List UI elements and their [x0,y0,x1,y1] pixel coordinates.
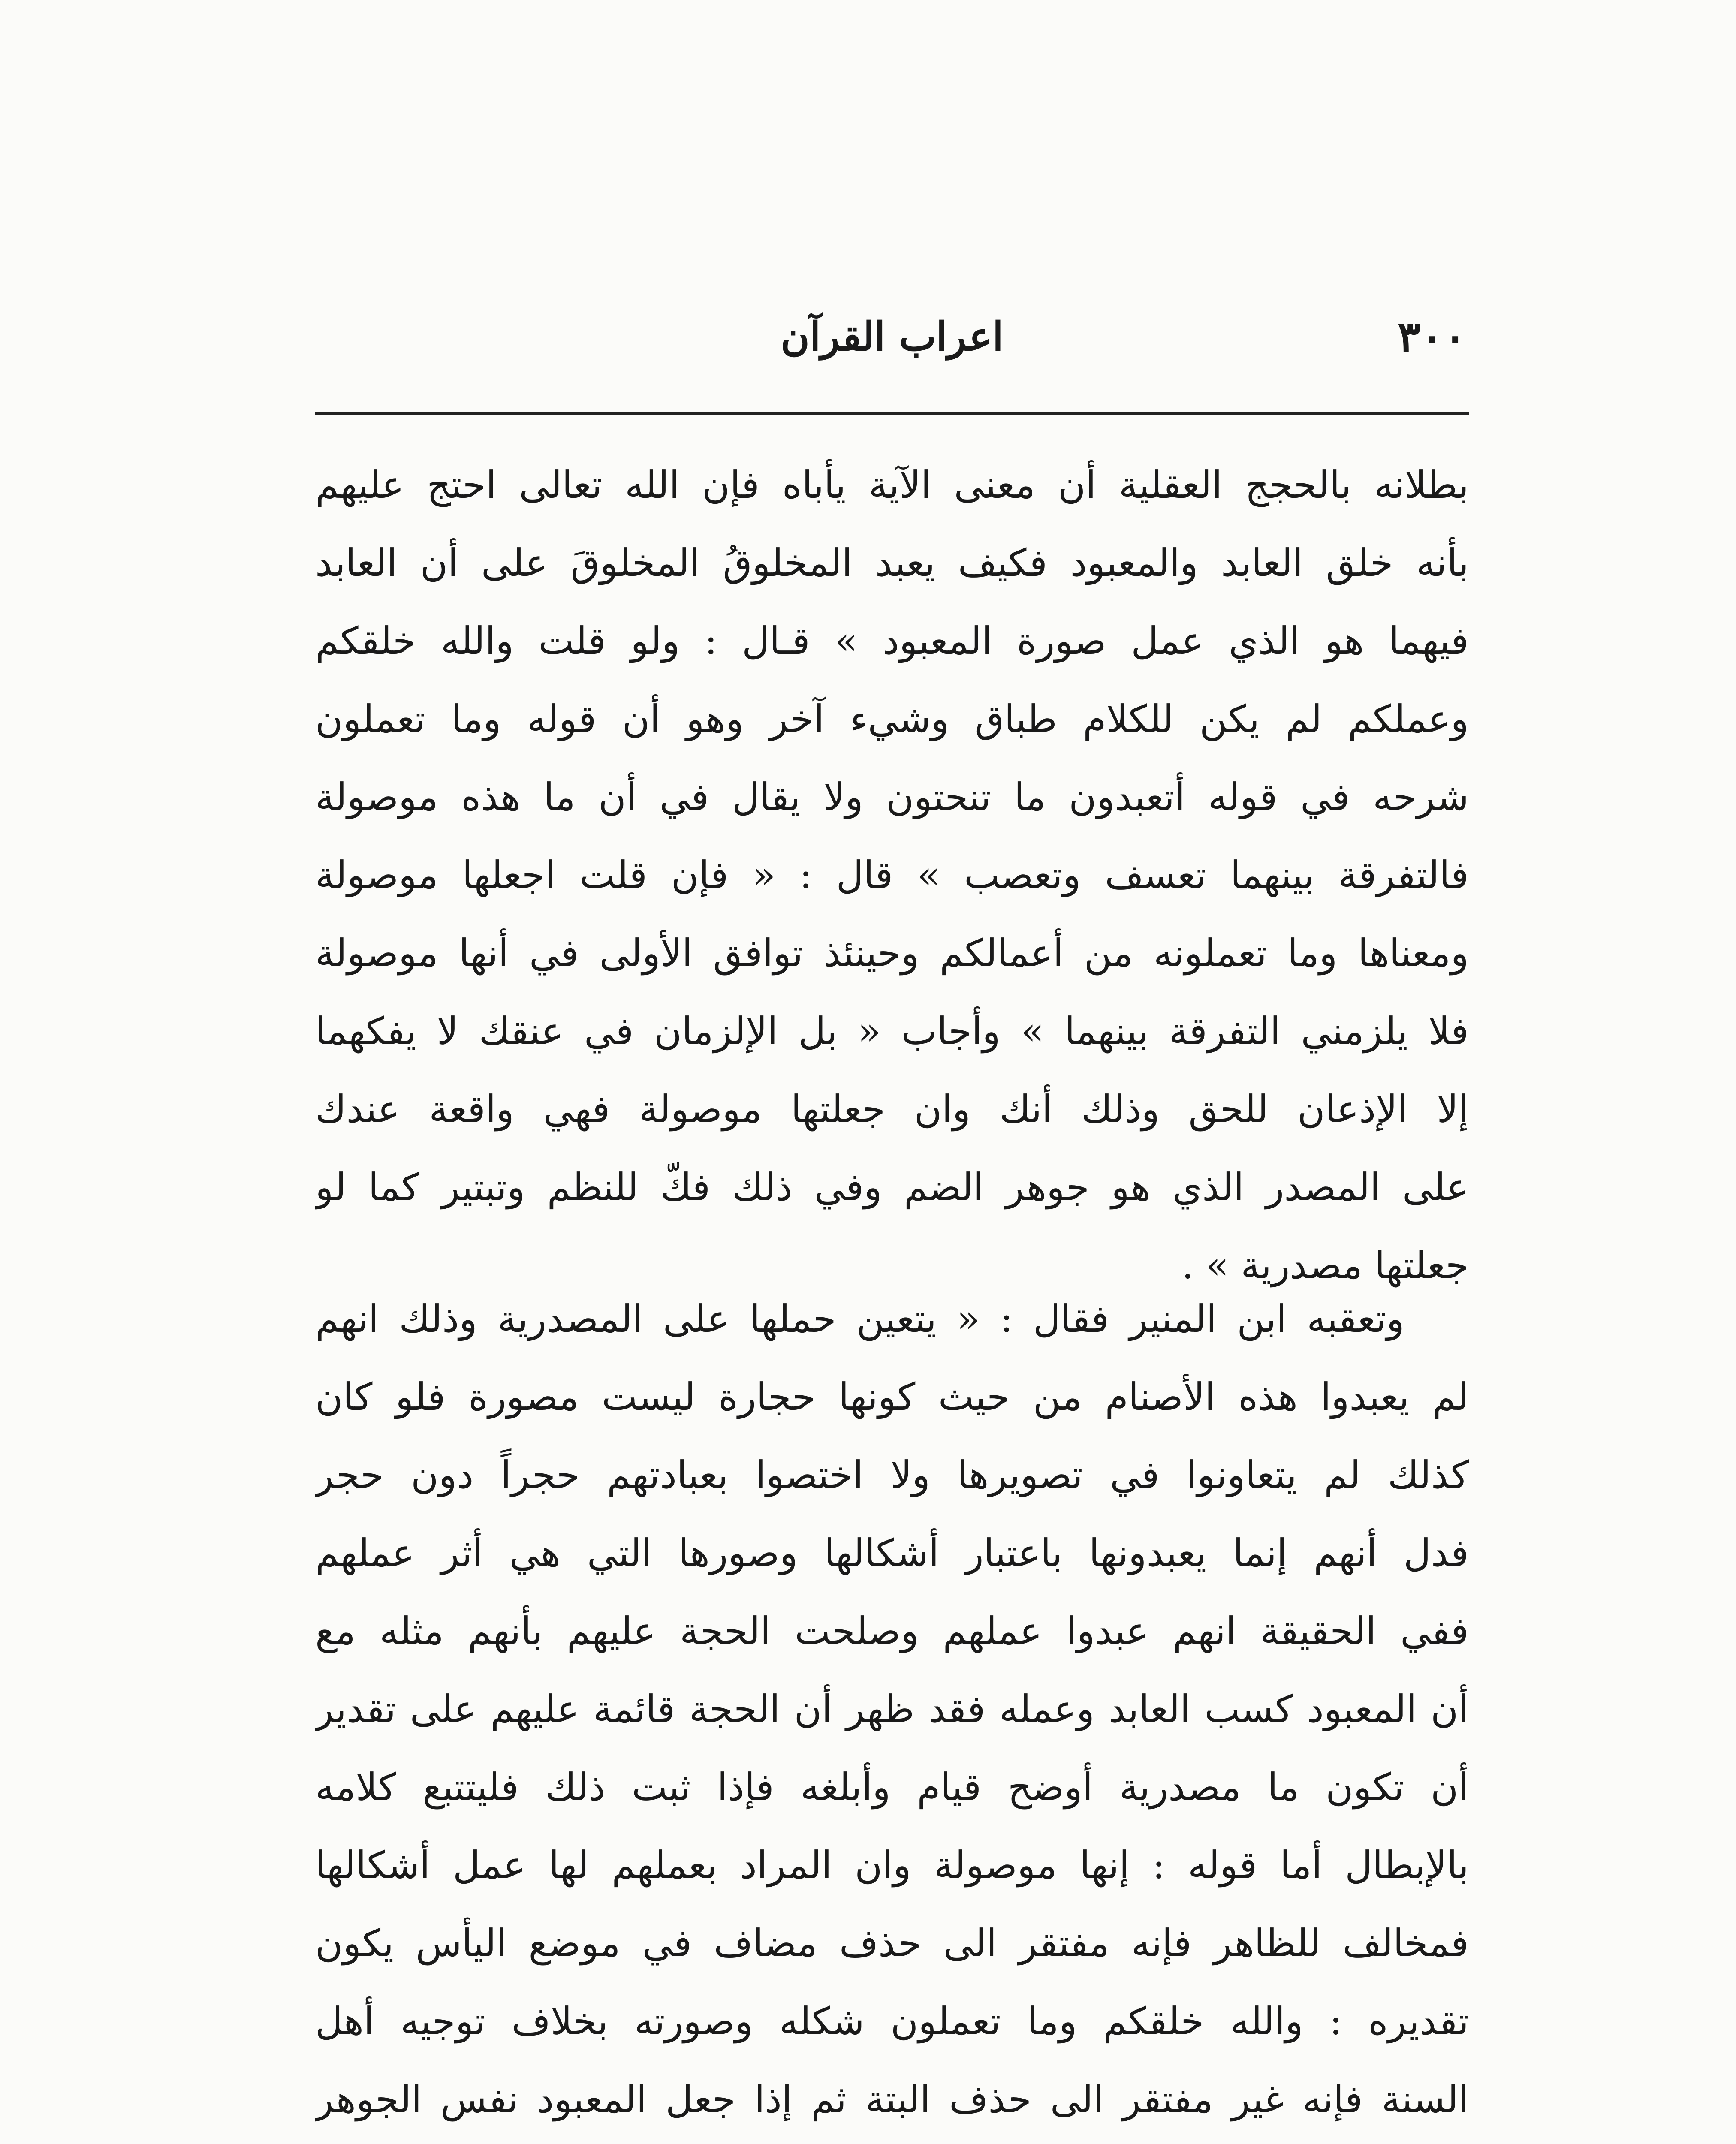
text-line: على المصدر الذي هو جوهر الضم وفي ذلك فكّ للنظم وتبتير كما لو [315,1165,1469,1209]
header-rule [315,412,1469,415]
text-line: فمخالف للظاهر فإنه مفتقر الى حذف مضاف في موضع اليأس يكون [315,1921,1469,1965]
text-line: وعملكم لم يكن للكلام طباق وشيء آخر وهو أن قوله وما تعملون [315,697,1469,741]
text-line: السنة فإنه غير مفتقر الى حذف البتة ثم إذا جعل المعبود نفس الجوهر [315,2077,1469,2121]
text-line: شرحه في قوله أتعبدون ما تنحتون ولا يقال في أن ما هذه موصولة [315,775,1469,819]
text-line: تقديره : والله خلقكم وما تعملون شكله وصورته بخلاف توجيه أهل [315,1999,1469,2043]
text-line: فيهما هو الذي عمل صورة المعبود » قـال : ولو قلت والله خلقكم [315,619,1469,663]
text-line: فلا يلزمني التفرقة بينهما » وأجاب « بل الإلزمان في عنقك لا يفكهما [315,1009,1469,1053]
paragraph-1 [315,446,1469,1304]
text-line: ومعناها وما تعملونه من أعمالكم وحينئذ توافق الأولى في أنها موصولة [315,931,1469,975]
text-line [315,2138,1469,2144]
text-line: وتعقبه ابن المنير فقال : « يتعين حملها على المصدرية وذلك انهم [315,1297,1404,1341]
text-line: لم يعبدوا هذه الأصنام من حيث كونها حجارة ليست مصورة فلو كان [315,1375,1469,1419]
paragraph-2 [315,1280,1469,2144]
text-line: بالإبطال أما قوله : إنها موصولة وان المراد بعملهم لها عمل أشكالها [315,1843,1469,1887]
text-line: فالتفرقة بينهما تعسف وتعصب » قال : « فإن قلت اجعلها موصولة [315,853,1469,897]
text-line: أن تكون ما مصدرية أوضح قيام وأبلغه فإذا ثبت ذلك فليتتبع كلامه [315,1765,1469,1809]
text-line: فدل أنهم إنما يعبدونها باعتبار أشكالها وصورها التي هي أثر عملهم [315,1531,1469,1575]
text-line: بطلانه بالحجج العقلية أن معنى الآية يأباه فإن الله تعالى احتج عليهم [315,463,1469,507]
running-title: اعراب القرآن [781,313,1004,360]
text-line: بأنه خلق العابد والمعبود فكيف يعبد المخلوقُ المخلوقَ على أن العابد [315,541,1469,585]
page-header [317,300,1467,373]
text-line: كذلك لم يتعاونوا في تصويرها ولا اختصوا بعبادتهم حجراً دون حجر [315,1453,1469,1497]
text-line: أن المعبود كسب العابد وعمله فقد ظهر أن الحجة قائمة عليهم على تقدير [315,1687,1469,1731]
text-line: إلا الإذعان للحق وذلك أنك وان جعلتها موصولة فهي واقعة عندك [315,1087,1469,1131]
page-number: ٣٠٠ [1397,311,1467,362]
text-line: جعلتها مصدرية » . [1181,1243,1469,1287]
text-line: ففي الحقيقة انهم عبدوا عملهم وصلحت الحجة عليهم بأنهم مثله مع [315,1609,1469,1653]
